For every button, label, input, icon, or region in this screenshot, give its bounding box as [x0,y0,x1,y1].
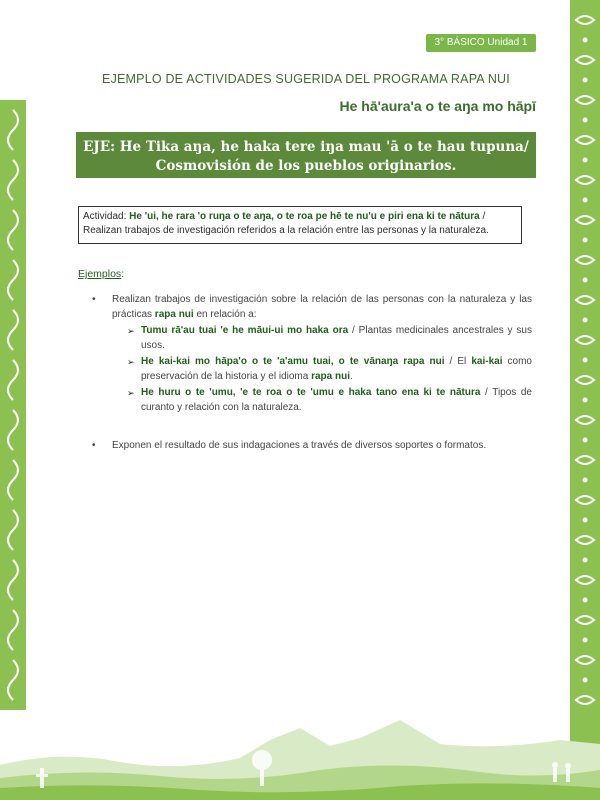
landscape-illustration [0,710,600,800]
examples-list [92,293,532,454]
eje-line-2: Cosmovisión de los pueblos originarios. [155,158,457,174]
activity-spanish-text: / Realizan trabajos de investigación referidos a la relación entre las personas y la naturaleza. [83,211,489,236]
arrow-bullet-icon: ➢ [127,357,135,367]
eje-line-1: EJE: He Tika aŋa, he haka tere iŋa mau 'ā o te hau tupuna/ [83,139,529,155]
activity-rapanui-text: He 'ui, he rara 'o ruŋa o te aŋa, o te roa pe hē te nu'u e piri ena ki te nātura [129,211,480,222]
bullet-icon: • [92,294,96,305]
list-item: • Exponen el resultado de sus indagaciones a través de diversos soportes o formatos. [92,439,532,454]
list-item: • Realizan trabajos de investigación sobre la relación de las personas con la naturaleza y las prácticas rapa nui en relación a: [92,293,532,322]
activity-label: Actividad: [83,211,127,222]
activity-box [78,206,522,244]
sub-list-item: ➢ Tumu rā'au tuai 'e he māui-ui mo haka ora / Plantas medicinales ancestrales y sus usos. [127,324,532,353]
arrow-bullet-icon: ➢ [127,388,135,398]
bullet-icon: • [92,440,96,451]
decorative-border-left [0,100,26,710]
eje-banner [76,132,536,178]
examples-heading: Ejemplos: [78,268,125,280]
sub-list-item: ➢ He kai-kai mo hāpa'o o te 'a'amu tuai, o te vānaŋa rapa nui / El kai-kai como preservación de la historia y el idioma rapa nui. [127,355,532,384]
decorative-border-right [570,0,600,800]
document-title: EJEMPLO DE ACTIVIDADES SUGERIDA DEL PROGRAMA RAPA NUI [102,72,510,86]
document-subtitle: He hā'aura'a o te aŋa mo hāpī [339,98,536,114]
grade-unit-badge: 3° BÁSICO Unidad 1 [426,34,536,52]
arrow-bullet-icon: ➢ [127,326,135,336]
sub-list-item: ➢ He huru o te 'umu, 'e te roa o te 'umu e haka tano ena ki te nātura / Tipos de curanto y relación con la naturaleza. [127,386,532,415]
